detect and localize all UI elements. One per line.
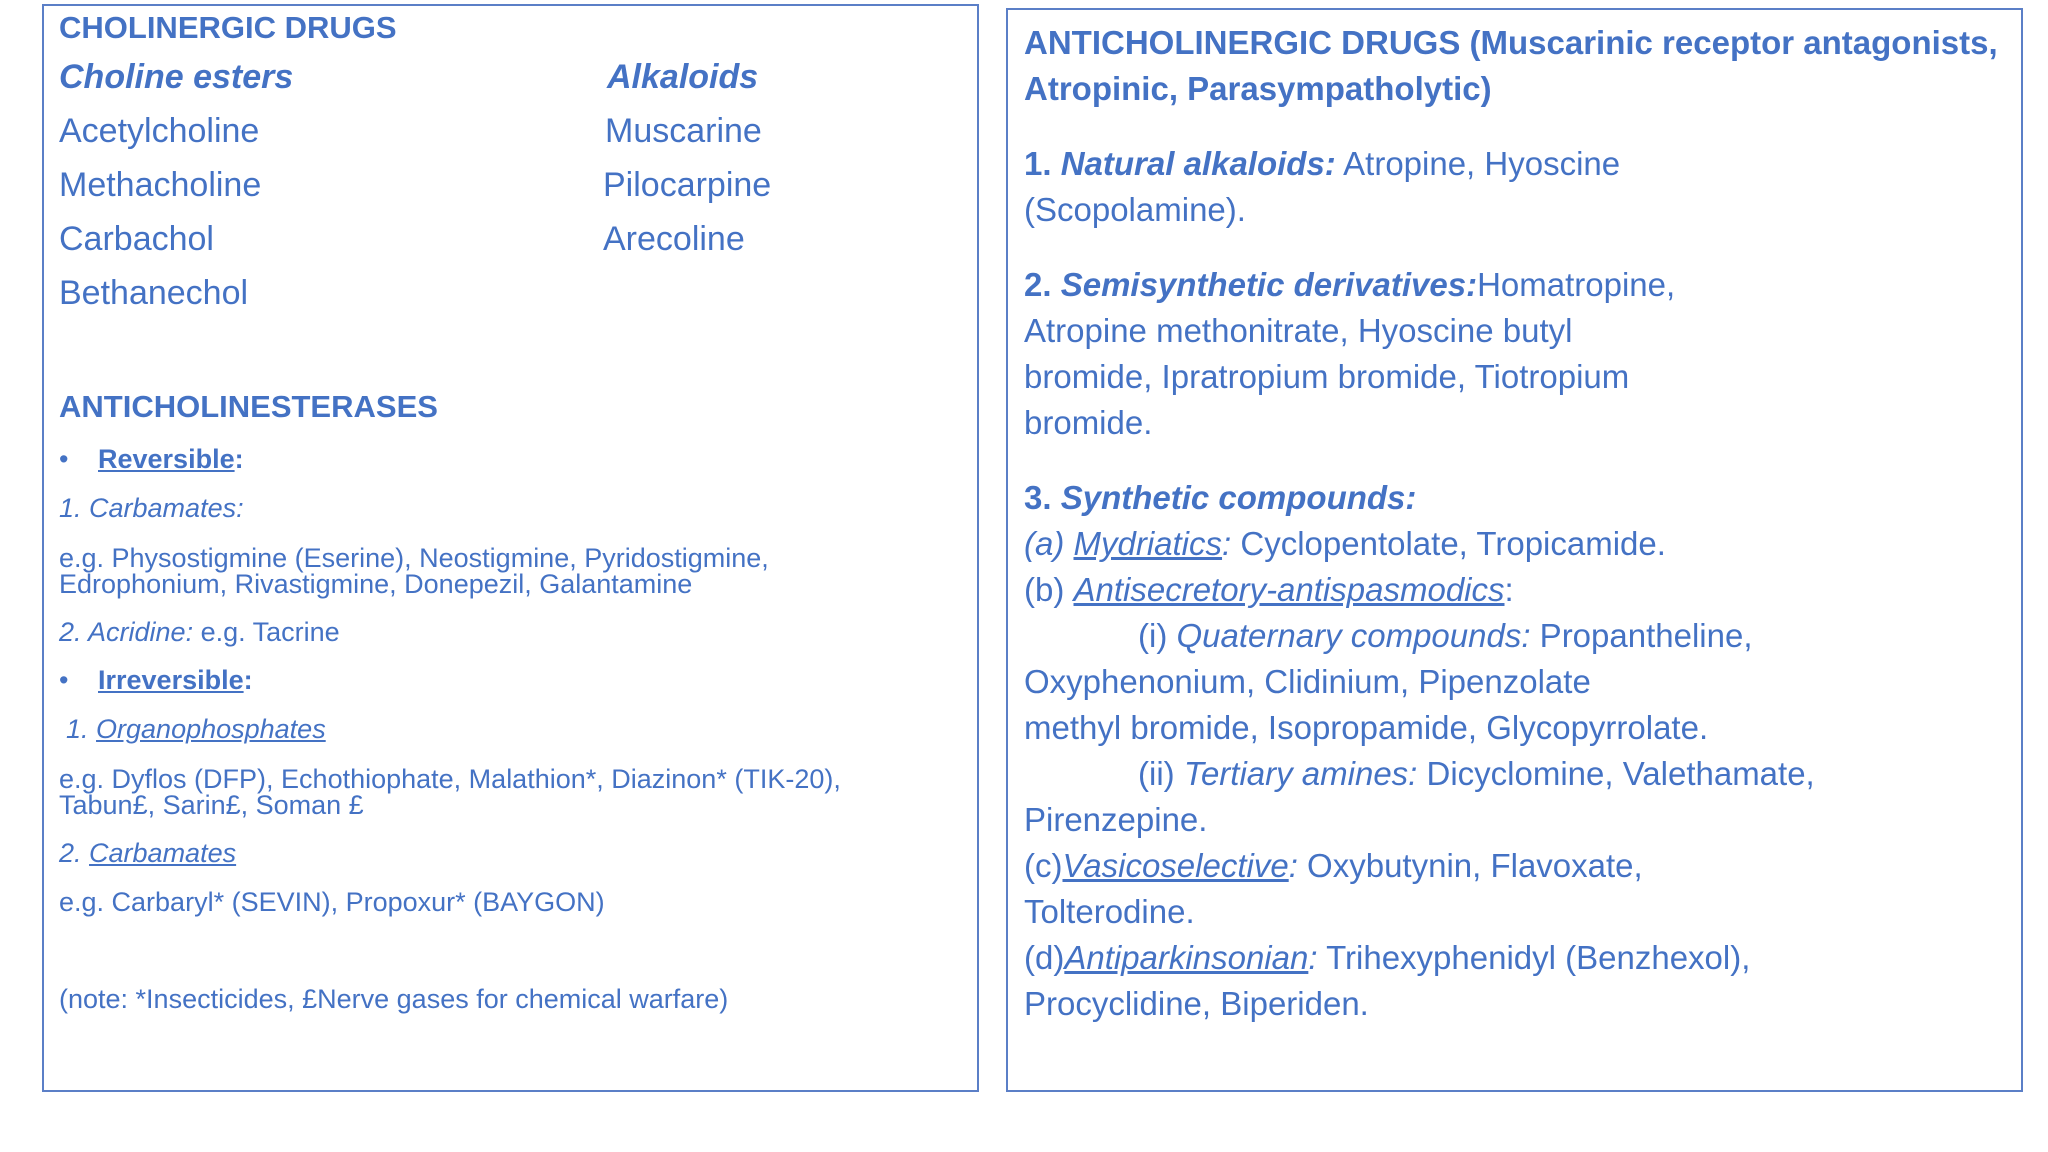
tertiary-label: Tertiary amines:	[1183, 755, 1418, 792]
footnote: (note: *Insecticides, £Nerve gases for chemical warfare)	[59, 984, 729, 1014]
semisynthetic-line3: bromide, Ipratropium bromide, Tiotropium	[1024, 358, 1630, 395]
synthetic-heading	[1024, 475, 2014, 521]
semisynthetic-line2: Atropine methonitrate, Hyoscine butyl	[1024, 312, 1573, 349]
quaternary-line3: methyl bromide, Isopropamide, Glycopyrrolate.	[1024, 709, 1709, 746]
vasicoselective-colon: :	[1288, 847, 1298, 884]
antisecretory-colon: :	[1504, 571, 1514, 608]
natural-alkaloids-line2: (Scopolamine).	[1024, 191, 1246, 228]
organophosphates-examples-line1: e.g. Dyflos (DFP), Echothiophate, Malathion*, Diazinon* (TIK-20),	[59, 764, 841, 794]
vasicoselective-text: Oxybutynin, Flavoxate,	[1297, 847, 1643, 884]
tertiary-line	[1024, 751, 2014, 797]
vasicoselective-label: Vasicoselective	[1062, 847, 1289, 884]
synthetic-num: 3.	[1024, 479, 1061, 516]
alkaloids-heading: Alkaloids	[607, 58, 759, 96]
choline-esters-heading: Choline esters	[59, 58, 294, 96]
anticholinergic-title-line1: ANTICHOLINERGIC DRUGS (Muscarinic receptor antagonists,	[1024, 24, 1998, 61]
antiparkinsonian-line	[1024, 935, 2014, 981]
carbamates-label: 1. Carbamates:	[59, 493, 244, 523]
choline-ester-item: Methacholine	[59, 166, 262, 204]
quaternary-text: Propantheline,	[1530, 617, 1753, 654]
irreversible-carbamates-examples: e.g. Carbaryl* (SEVIN), Propoxur* (BAYGON)	[59, 887, 605, 917]
semisynthetic-line1	[1024, 262, 2014, 308]
carbamates-examples-line1: e.g. Physostigmine (Eserine), Neostigmine, Pyridostigmine,	[59, 543, 769, 573]
quaternary-line2: Oxyphenonium, Clidinium, Pipenzolate	[1024, 663, 1591, 700]
reversible-label: Reversible	[98, 444, 235, 474]
reversible-heading	[98, 446, 244, 473]
quaternary-prefix: (i)	[1138, 617, 1177, 654]
irreversible-carbamates-label: Carbamates	[89, 838, 237, 868]
quaternary-line	[1024, 613, 2014, 659]
antiparkinsonian-label: Antiparkinsonian	[1064, 939, 1309, 976]
antisecretory-prefix: (b)	[1024, 571, 1074, 608]
acridine-label: 2. Acridine:	[59, 617, 194, 647]
organophosphates-examples-line2: Tabun£, Sarin£, Soman £	[59, 790, 364, 820]
antisecretory-label: Antisecretory-antispasmodics	[1073, 571, 1505, 608]
cholinergic-title: CHOLINERGIC DRUGS	[59, 10, 397, 45]
irreversible-colon: :	[243, 665, 253, 695]
natural-alkaloids-label: Natural alkaloids:	[1060, 145, 1336, 182]
tertiary-line2: Pirenzepine.	[1024, 801, 1208, 838]
antiparkinsonian-line2: Procyclidine, Biperiden.	[1024, 985, 1369, 1022]
choline-ester-item: Carbachol	[59, 220, 214, 258]
vasicoselective-prefix: (c)	[1024, 847, 1063, 884]
natural-alkaloids-text: Atropine, Hyoscine	[1335, 145, 1621, 182]
bullet-reversible: •	[59, 444, 69, 474]
irreversible-carbamates-line	[59, 840, 236, 867]
semisynthetic-text: Homatropine,	[1477, 266, 1676, 303]
synthetic-label: Synthetic compounds:	[1060, 479, 1417, 516]
tertiary-prefix: (ii)	[1138, 755, 1184, 792]
carbamates-examples-line2: Edrophonium, Rivastigmine, Donepezil, Galantamine	[59, 569, 693, 599]
organophosphates-line	[66, 716, 326, 743]
quaternary-label: Quaternary compounds:	[1176, 617, 1531, 654]
mydriatics-prefix: (a)	[1024, 525, 1074, 562]
tertiary-text: Dicyclomine, Valethamate,	[1417, 755, 1815, 792]
cholinergic-panel	[42, 4, 979, 1092]
alkaloid-item: Arecoline	[603, 220, 745, 258]
acridine-line	[59, 619, 340, 646]
mydriatics-label: Mydriatics	[1073, 525, 1223, 562]
choline-ester-item: Bethanechol	[59, 274, 249, 312]
natural-alkaloids-line1	[1024, 141, 2014, 187]
alkaloid-item: Muscarine	[605, 112, 762, 150]
anticholinesterases-title: ANTICHOLINESTERASES	[59, 389, 438, 424]
semisynthetic-num: 2.	[1024, 266, 1061, 303]
antiparkinsonian-text: Trihexyphenidyl (Benzhexol),	[1317, 939, 1751, 976]
vasicoselective-line2: Tolterodine.	[1024, 893, 1195, 930]
irreversible-label: Irreversible	[98, 665, 244, 695]
organophosphates-label: Organophosphates	[96, 714, 326, 744]
organophosphates-prefix: 1.	[66, 714, 97, 744]
irreversible-carbamates-prefix: 2.	[59, 838, 90, 868]
antiparkinsonian-colon: :	[1308, 939, 1318, 976]
bullet-irreversible: •	[59, 665, 69, 695]
acridine-example: e.g. Tacrine	[193, 617, 340, 647]
alkaloid-item: Pilocarpine	[603, 166, 772, 204]
reversible-colon: :	[234, 444, 244, 474]
semisynthetic-line4: bromide.	[1024, 404, 1153, 441]
mydriatics-text: Cyclopentolate, Tropicamide.	[1231, 525, 1666, 562]
choline-ester-item: Acetylcholine	[59, 112, 260, 150]
natural-num: 1.	[1024, 145, 1061, 182]
semisynthetic-label: Semisynthetic derivatives:	[1060, 266, 1478, 303]
anticholinergic-panel	[1006, 8, 2023, 1092]
mydriatics-colon: :	[1222, 525, 1232, 562]
anticholinergic-content	[1024, 20, 2014, 1027]
anticholinergic-title-line2: Atropinic, Parasympatholytic)	[1024, 70, 1492, 107]
mydriatics-line	[1024, 521, 2014, 567]
antisecretory-line	[1024, 567, 2014, 613]
vasicoselective-line	[1024, 843, 2014, 889]
irreversible-heading	[98, 667, 253, 694]
antiparkinsonian-prefix: (d)	[1024, 939, 1065, 976]
